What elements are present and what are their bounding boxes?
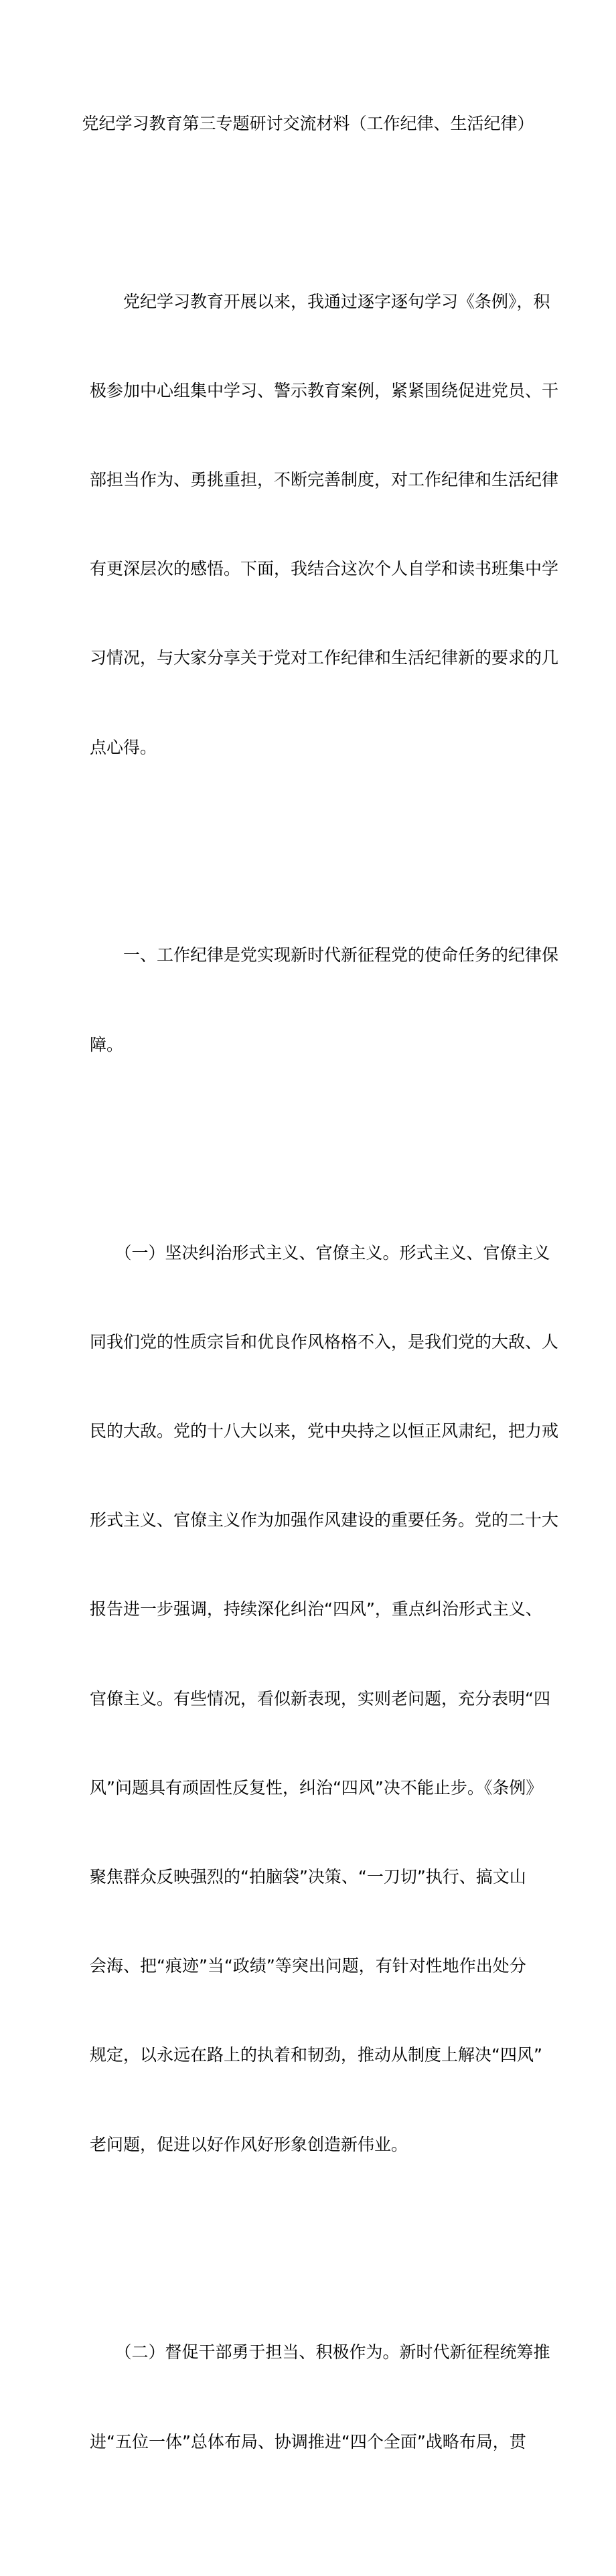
- text-line: 报告进一步强调，持续深化纠治“四风”，重点纠治形式主义、: [90, 1599, 542, 1619]
- text-line: 风”问题具有顽固性反复性，纠治“四风”决不能止步。《条例》: [90, 1777, 543, 1797]
- text-line: 聚焦群众反映强烈的“拍脑袋”决策、“一刀切”执行、搞文山: [90, 1866, 526, 1886]
- text-line: 进“五位一体”总体布局、协调推进“四个全面”战略布局，贯: [90, 2431, 526, 2451]
- text-line: 部担当作为、勇挑重担，不断完善制度，对工作纪律和生活纪律: [90, 470, 559, 490]
- text-line: 会海、把“痕迹”当“政绩”等突出问题，有针对性地作出处分: [90, 1956, 526, 1976]
- text-line: （一）坚决纠治形式主义、官僚主义。形式主义、官僚主义: [90, 1242, 550, 1263]
- document-title: 党纪学习教育第三专题研讨交流材料（工作纪律、生活纪律）: [82, 114, 534, 133]
- text-line: 极参加中心组集中学习、警示教育案例，紧紧围绕促进党员、干: [90, 380, 559, 400]
- text-line: 民的大敌。党的十八大以来，党中央持之以恒正风肃纪，把力戒: [90, 1421, 559, 1441]
- text-line: 党纪学习教育开展以来，我通过逐字逐句学习《条例》，积: [90, 291, 550, 311]
- section-heading-1: [90, 882, 559, 1119]
- text-line: 老问题，促进以好作风好形象创造新伟业。: [90, 2134, 408, 2154]
- text-line: 官僚主义。有些情况，看似新表现，实则老问题，充分表明“四: [90, 1688, 550, 1708]
- paragraph-subsection-2: [90, 2279, 550, 2516]
- text-line: 点心得。: [90, 737, 157, 757]
- text-line: 规定，以永远在路上的执着和韧劲，推动从制度上解决“四风”: [90, 2045, 542, 2065]
- text-line: 形式主义、官僚主义作为加强作风建设的重要任务。党的二十大: [90, 1510, 559, 1530]
- paragraph-subsection-1: [90, 1179, 559, 2219]
- text-line: （二）督促干部勇于担当、积极作为。新时代新征程统筹推: [90, 2342, 550, 2362]
- text-line: 习情况，与大家分享关于党对工作纪律和生活纪律新的要求的几: [90, 648, 559, 668]
- text-line: 障。: [90, 1034, 124, 1054]
- text-line: 一、工作纪律是党实现新时代新征程党的使命任务的纪律保: [90, 945, 559, 965]
- paragraph-intro: [90, 228, 559, 822]
- text-line: 有更深层次的感悟。下面，我结合这次个人自学和读书班集中学: [90, 559, 559, 579]
- text-line: 同我们党的性质宗旨和优良作风格格不入，是我们党的大敌、人: [90, 1332, 559, 1352]
- document-body: [90, 168, 559, 2576]
